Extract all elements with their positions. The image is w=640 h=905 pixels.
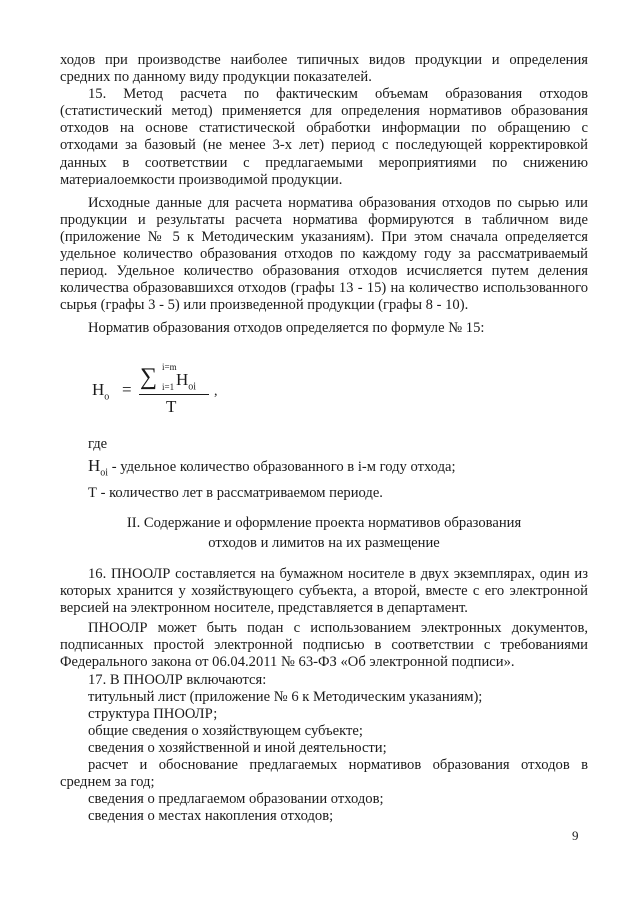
fraction-bar <box>139 394 209 395</box>
paragraph-15: 15. Метод расчета по фактическим объемам образования отходов (статистический метод) применяется для определения нормативов образования отходов на основе статистической обработки информации по обращению с отходами за базовый (не менее 3-х лет) период с последующей корректировкой данных в соответствии с предлагаемыми мероприятиями по снижению материалоемкости производимой продукции. <box>60 86 588 188</box>
formula-term: $H_{oi}$ <box>176 370 197 393</box>
body-text-top <box>60 52 588 338</box>
paragraph-electronic: ПНООЛР может быть подан с использованием электронных документов, подписанных простой электронной подписью в соответствии с требованиями Федерального закона от 06.04.2011 № 63-ФЗ «Об электронной подписи». <box>60 620 588 671</box>
list-item: расчет и обоснование предлагаемых нормативов образования отходов в среднем за год; <box>60 757 588 791</box>
summation-lower-limit: i=1 <box>162 382 175 392</box>
list-item: титульный лист (приложение № 6 к Методическим указаниям); <box>88 688 483 705</box>
legend-symbol-hoi: $H_{oi}$ <box>88 456 109 479</box>
paragraph-input-data: Исходные данные для расчета норматива образования отходов по сырью или продукции и результаты расчета норматива формируются в табличном виде (приложение № 5 к Методическим указаниям). При этом сначала определяется удельное количество образования отходов по каждому году за рассматриваемый период. Удельное количество образования отходов исчисляется путем деления количества образовавшихся отходов (графы 13 - 15) на количество использованного сырья (графы 3 - 5) или произведенной продукции (графы 8 - 10). <box>60 194 588 314</box>
paragraph-continuation: ходов при производстве наиболее типичных видов продукции и определения средних по данному виду продукции показателей. <box>60 52 588 86</box>
list-item: структура ПНООЛР; <box>88 705 218 722</box>
body-text-bottom <box>60 566 588 825</box>
list-item: сведения о местах накопления отходов; <box>88 808 334 825</box>
legend-item-hoi: $H_{oi}$ - удельное количество образованного в i-м году отхода; <box>88 456 456 479</box>
section-heading-line-2: отходов и лимитов на их размещение <box>208 535 440 551</box>
section-heading-line-1: II. Содержание и оформление проекта нормативов образования <box>126 515 522 531</box>
paragraph-16: 16. ПНООЛР составляется на бумажном носителе в двух экземплярах, один из которых хранится у хозяйствующего субъекта, а второй, вместе с его электронной версией на электронном носителе, представляется в департамент. <box>60 566 588 617</box>
paragraph-formula-intro: Норматив образования отходов определяется по формуле № 15: <box>88 320 485 337</box>
formula-15 <box>92 360 232 420</box>
paragraph-17: 17. В ПНООЛР включаются: <box>88 671 267 688</box>
summation-upper-limit: i=m <box>162 362 177 372</box>
formula-lhs: $H_o$ <box>92 380 110 403</box>
summation-symbol: ∑ <box>140 364 158 390</box>
list-item: общие сведения о хозяйствующем субъекте; <box>88 722 363 739</box>
where-label: где <box>88 436 108 452</box>
page-number: 9 <box>572 828 579 843</box>
formula-comma: , <box>214 384 218 399</box>
list-item: сведения о хозяйственной и иной деятельности; <box>88 739 387 756</box>
formula-equals: = <box>122 380 132 399</box>
legend-item-t: Т - количество лет в рассматриваемом периоде. <box>88 485 383 502</box>
formula-denominator: T <box>166 397 177 416</box>
section-heading <box>60 513 588 553</box>
list-item: сведения о предлагаемом образовании отходов; <box>88 791 384 808</box>
formula-legend <box>88 434 588 503</box>
